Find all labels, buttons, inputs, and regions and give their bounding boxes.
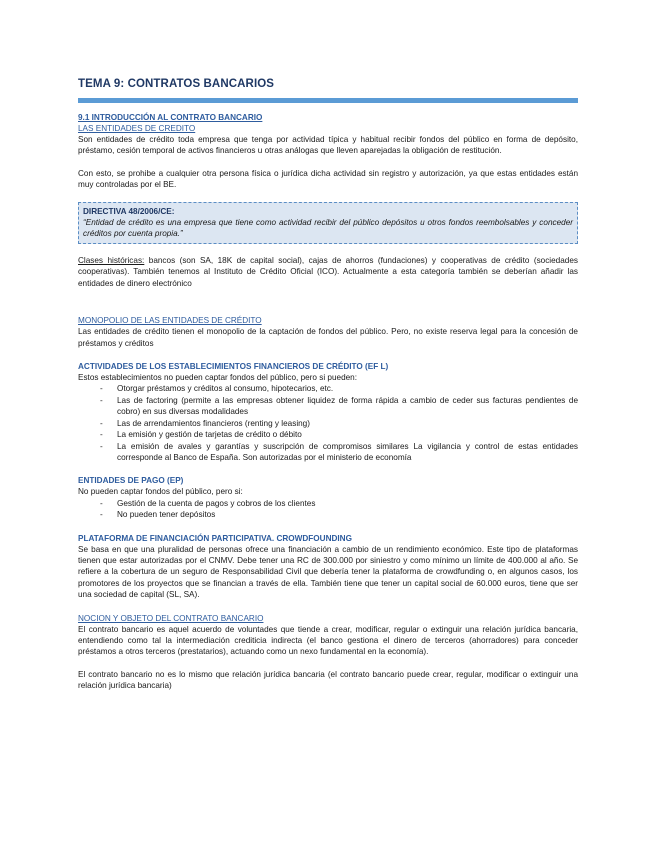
document-content xyxy=(78,78,578,692)
page-title: TEMA 9: CONTRATOS BANCARIOS xyxy=(78,78,275,90)
list-item: - No pueden tener depósitos xyxy=(100,509,578,520)
clases-historicas-label: Clases históricas: xyxy=(78,256,145,266)
paragraph-efc-intro: Estos establecimientos no pueden captar fondos del público, pero si pueden: xyxy=(78,373,358,383)
section-heading-ep: ENTIDADES DE PAGO (EP) xyxy=(78,476,184,486)
paragraph-monopolio: Las entidades de crédito tienen el monopolio de la captación de fondos del público. Pero, no existe reserva legal para la concesión de préstamos y créditos xyxy=(78,327,578,348)
directiva-quote: “Entidad de crédito es una empresa que tiene como actividad recibir del público depósitos u otros fondos reembolsables y conceder créditos por cuenta propia.” xyxy=(83,217,573,238)
section-heading-nocion: NOCION Y OBJETO DEL CONTRATO BANCARIO xyxy=(78,613,264,623)
efc-activities-list xyxy=(78,383,578,463)
list-item: - Las de factoring (permite a las empresas obtener liquidez de forma rápida a cambio de ceder sus facturas pendientes de cobro) en sus diversas modalidades xyxy=(100,395,578,418)
paragraph-nocion: El contrato bancario es aquel acuerdo de voluntades que tiende a crear, modificar, regular o extinguir una relación jurídica bancaria, entendiendo como tal la intermediación crediticia indirecta (el banco gestiona el dinero de terceros (ahorradores) para conceder préstamos a otros terceros (prestatarios), actuando como un nexo fundamental en la economía). xyxy=(78,624,578,657)
list-item: - Las de arrendamientos financieros (renting y leasing) xyxy=(100,418,578,429)
list-item: - Gestión de la cuenta de pagos y cobros de los clientes xyxy=(100,498,578,509)
list-item: - La emisión de avales y garantías y suscripción de compromisos similares La vigilancia y control de estas entidades corresponde al Banco de España. Son autorizadas por el ministerio de economía xyxy=(100,441,578,464)
paragraph-crowdfunding: Se basa en que una pluralidad de personas ofrece una financiación a cambio de un rendimiento económico. Este tipo de plataformas tienen que estar autorizadas por el CNMV. Debe tener una RC de 300.000 por siniestro y como mínimo un límite de 400.000 al año. Se refiere a la cobertura de un seguro de Responsabilidad Civil que debería tener la plataforma de crowdfunding o, en algunos casos, los promotores de los proyectos que se financian a través de ella. También tiene que tener un capital social de 60.000 euros, tiene que ser una sociedad de capital (SL, SA). xyxy=(78,544,578,600)
paragraph-prohibicion: Con esto, se prohibe a cualquier otra persona física o jurídica dicha actividad sin registro y autorización, ya que estas entidades están muy controladas por el BE. xyxy=(78,168,578,190)
clases-historicas-text: bancos (son SA, 18K de capital social), cajas de ahorros (fundaciones) y cooperativas de crédito (sociedades cooperativas). También tenemos al Instituto de Crédito Oficial (ICO). Actualmente a esta categoría también se deberían añadir las entidades de dinero electrónico xyxy=(78,256,578,288)
directiva-callout-box xyxy=(78,202,578,244)
paragraph-ep-intro: No pueden captar fondos del público, pero si: xyxy=(78,487,243,497)
section-heading-efc: ACTIVIDADES DE LOS ESTABLECIMIENTOS FINANCIEROS DE CRÉDITO (EF L) xyxy=(78,362,389,372)
directiva-title: DIRECTIVA 48/2006/CE: xyxy=(83,206,175,216)
title-underline-bar xyxy=(78,98,578,103)
subheading-entidades-credito: LAS ENTIDADES DE CREDITO xyxy=(78,124,196,133)
section-heading-monopolio: MONOPOLIO DE LAS ENTIDADES DE CRÉDITO xyxy=(78,316,262,326)
ep-list xyxy=(78,498,578,521)
section-heading-intro: 9.1 INTRODUCCIÓN AL CONTRATO BANCARIO xyxy=(78,113,263,122)
list-item: - La emisión y gestión de tarjetas de crédito o débito xyxy=(100,429,578,440)
paragraph-entidades-definition: Son entidades de crédito toda empresa que tenga por actividad típica y habitual recibir fondos del público en forma de depósito, préstamo, cesión temporal de activos financieros u otras análogas que lleven aparejadas la obligación de restitución. xyxy=(78,135,578,156)
list-item: - Otorgar préstamos y créditos al consumo, hipotecarios, etc. xyxy=(100,383,578,394)
paragraph-relacion-juridica: El contrato bancario no es lo mismo que relación jurídica bancaria (el contrato bancario puede crear, regular, modificar o extinguir una relación jurídica bancaria) xyxy=(78,669,578,691)
paragraph-clases-historicas xyxy=(78,255,578,289)
section-heading-crowdfunding: PLATAFORMA DE FINANCIACIÓN PARTICIPATIVA. CROWDFOUNDING xyxy=(78,533,352,543)
